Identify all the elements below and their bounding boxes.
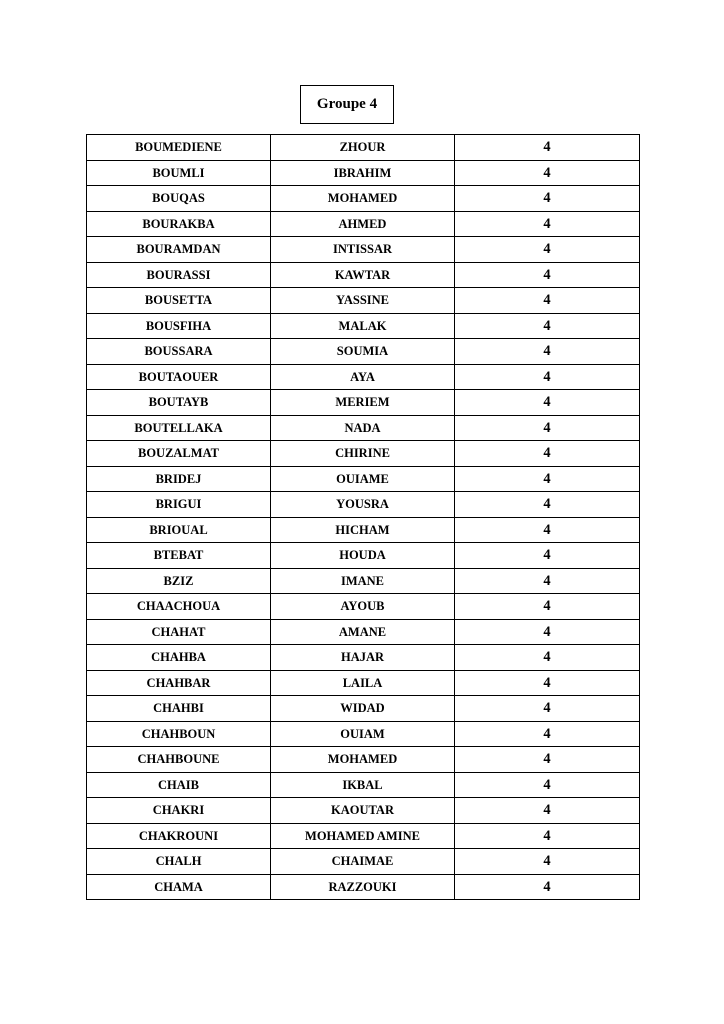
last-name-cell: BOUMLI (87, 160, 271, 186)
student-table-body (87, 135, 640, 900)
table-row (87, 670, 640, 696)
group-number-cell: 4 (455, 492, 640, 518)
last-name-cell: BOUSETTA (87, 288, 271, 314)
first-name-cell: MALAK (271, 313, 455, 339)
table-row (87, 874, 640, 900)
last-name-cell: BOUMEDIENE (87, 135, 271, 161)
table-row (87, 645, 640, 671)
group-number-cell: 4 (455, 568, 640, 594)
group-title: Groupe 4 (300, 85, 394, 124)
first-name-cell: CHIRINE (271, 441, 455, 467)
table-row (87, 313, 640, 339)
table-row (87, 619, 640, 645)
table-row (87, 849, 640, 875)
first-name-cell: LAILA (271, 670, 455, 696)
group-number-cell: 4 (455, 543, 640, 569)
first-name-cell: KAOUTAR (271, 798, 455, 824)
first-name-cell: ZHOUR (271, 135, 455, 161)
last-name-cell: CHAHBA (87, 645, 271, 671)
group-number-cell: 4 (455, 262, 640, 288)
group-number-cell: 4 (455, 160, 640, 186)
first-name-cell: SOUMIA (271, 339, 455, 365)
last-name-cell: CHAHBOUNE (87, 747, 271, 773)
first-name-cell: WIDAD (271, 696, 455, 722)
first-name-cell: MERIEM (271, 390, 455, 416)
table-row (87, 568, 640, 594)
first-name-cell: YASSINE (271, 288, 455, 314)
last-name-cell: CHAHBOUN (87, 721, 271, 747)
first-name-cell: AYOUB (271, 594, 455, 620)
first-name-cell: IBRAHIM (271, 160, 455, 186)
first-name-cell: MOHAMED (271, 186, 455, 212)
group-number-cell: 4 (455, 211, 640, 237)
group-number-cell: 4 (455, 645, 640, 671)
last-name-cell: CHAMA (87, 874, 271, 900)
first-name-cell: NADA (271, 415, 455, 441)
table-row (87, 517, 640, 543)
last-name-cell: BOURAKBA (87, 211, 271, 237)
last-name-cell: CHAACHOUA (87, 594, 271, 620)
first-name-cell: MOHAMED (271, 747, 455, 773)
group-number-cell: 4 (455, 670, 640, 696)
group-number-cell: 4 (455, 823, 640, 849)
table-row (87, 747, 640, 773)
group-number-cell: 4 (455, 772, 640, 798)
first-name-cell: AYA (271, 364, 455, 390)
group-number-cell: 4 (455, 364, 640, 390)
last-name-cell: CHAKROUNI (87, 823, 271, 849)
group-number-cell: 4 (455, 390, 640, 416)
group-number-cell: 4 (455, 237, 640, 263)
first-name-cell: INTISSAR (271, 237, 455, 263)
group-number-cell: 4 (455, 721, 640, 747)
last-name-cell: BTEBAT (87, 543, 271, 569)
last-name-cell: CHAHBAR (87, 670, 271, 696)
group-number-cell: 4 (455, 288, 640, 314)
table-row (87, 594, 640, 620)
last-name-cell: CHAKRI (87, 798, 271, 824)
table-row (87, 721, 640, 747)
last-name-cell: BRIGUI (87, 492, 271, 518)
table-row (87, 211, 640, 237)
table-row (87, 441, 640, 467)
table-row (87, 160, 640, 186)
last-name-cell: BOURASSI (87, 262, 271, 288)
table-row (87, 262, 640, 288)
first-name-cell: AMANE (271, 619, 455, 645)
last-name-cell: BZIZ (87, 568, 271, 594)
table-row (87, 135, 640, 161)
group-number-cell: 4 (455, 339, 640, 365)
last-name-cell: CHAHAT (87, 619, 271, 645)
table-row (87, 466, 640, 492)
table-row (87, 798, 640, 824)
table-row (87, 696, 640, 722)
last-name-cell: BOURAMDAN (87, 237, 271, 263)
group-number-cell: 4 (455, 594, 640, 620)
first-name-cell: AHMED (271, 211, 455, 237)
last-name-cell: BOUSFIHA (87, 313, 271, 339)
group-number-cell: 4 (455, 696, 640, 722)
first-name-cell: MOHAMED AMINE (271, 823, 455, 849)
last-name-cell: CHALH (87, 849, 271, 875)
first-name-cell: KAWTAR (271, 262, 455, 288)
last-name-cell: CHAHBI (87, 696, 271, 722)
first-name-cell: RAZZOUKI (271, 874, 455, 900)
group-number-cell: 4 (455, 747, 640, 773)
table-row (87, 339, 640, 365)
last-name-cell: BRIDEJ (87, 466, 271, 492)
student-table (86, 134, 640, 900)
last-name-cell: BOUQAS (87, 186, 271, 212)
group-number-cell: 4 (455, 415, 640, 441)
table-row (87, 390, 640, 416)
group-number-cell: 4 (455, 874, 640, 900)
table-row (87, 288, 640, 314)
first-name-cell: OUIAME (271, 466, 455, 492)
table-row (87, 772, 640, 798)
group-number-cell: 4 (455, 849, 640, 875)
table-row (87, 364, 640, 390)
table-row (87, 543, 640, 569)
group-number-cell: 4 (455, 619, 640, 645)
last-name-cell: BOUTAOUER (87, 364, 271, 390)
group-number-cell: 4 (455, 517, 640, 543)
table-row (87, 415, 640, 441)
first-name-cell: CHAIMAE (271, 849, 455, 875)
first-name-cell: HICHAM (271, 517, 455, 543)
group-number-cell: 4 (455, 186, 640, 212)
last-name-cell: BOUSSARA (87, 339, 271, 365)
table-row (87, 237, 640, 263)
table-row (87, 186, 640, 212)
group-number-cell: 4 (455, 798, 640, 824)
first-name-cell: IKBAL (271, 772, 455, 798)
last-name-cell: CHAIB (87, 772, 271, 798)
first-name-cell: YOUSRA (271, 492, 455, 518)
last-name-cell: BRIOUAL (87, 517, 271, 543)
first-name-cell: IMANE (271, 568, 455, 594)
last-name-cell: BOUTAYB (87, 390, 271, 416)
table-row (87, 492, 640, 518)
last-name-cell: BOUTELLAKA (87, 415, 271, 441)
first-name-cell: OUIAM (271, 721, 455, 747)
first-name-cell: HOUDA (271, 543, 455, 569)
group-number-cell: 4 (455, 466, 640, 492)
last-name-cell: BOUZALMAT (87, 441, 271, 467)
group-number-cell: 4 (455, 135, 640, 161)
group-number-cell: 4 (455, 441, 640, 467)
group-number-cell: 4 (455, 313, 640, 339)
table-row (87, 823, 640, 849)
first-name-cell: HAJAR (271, 645, 455, 671)
